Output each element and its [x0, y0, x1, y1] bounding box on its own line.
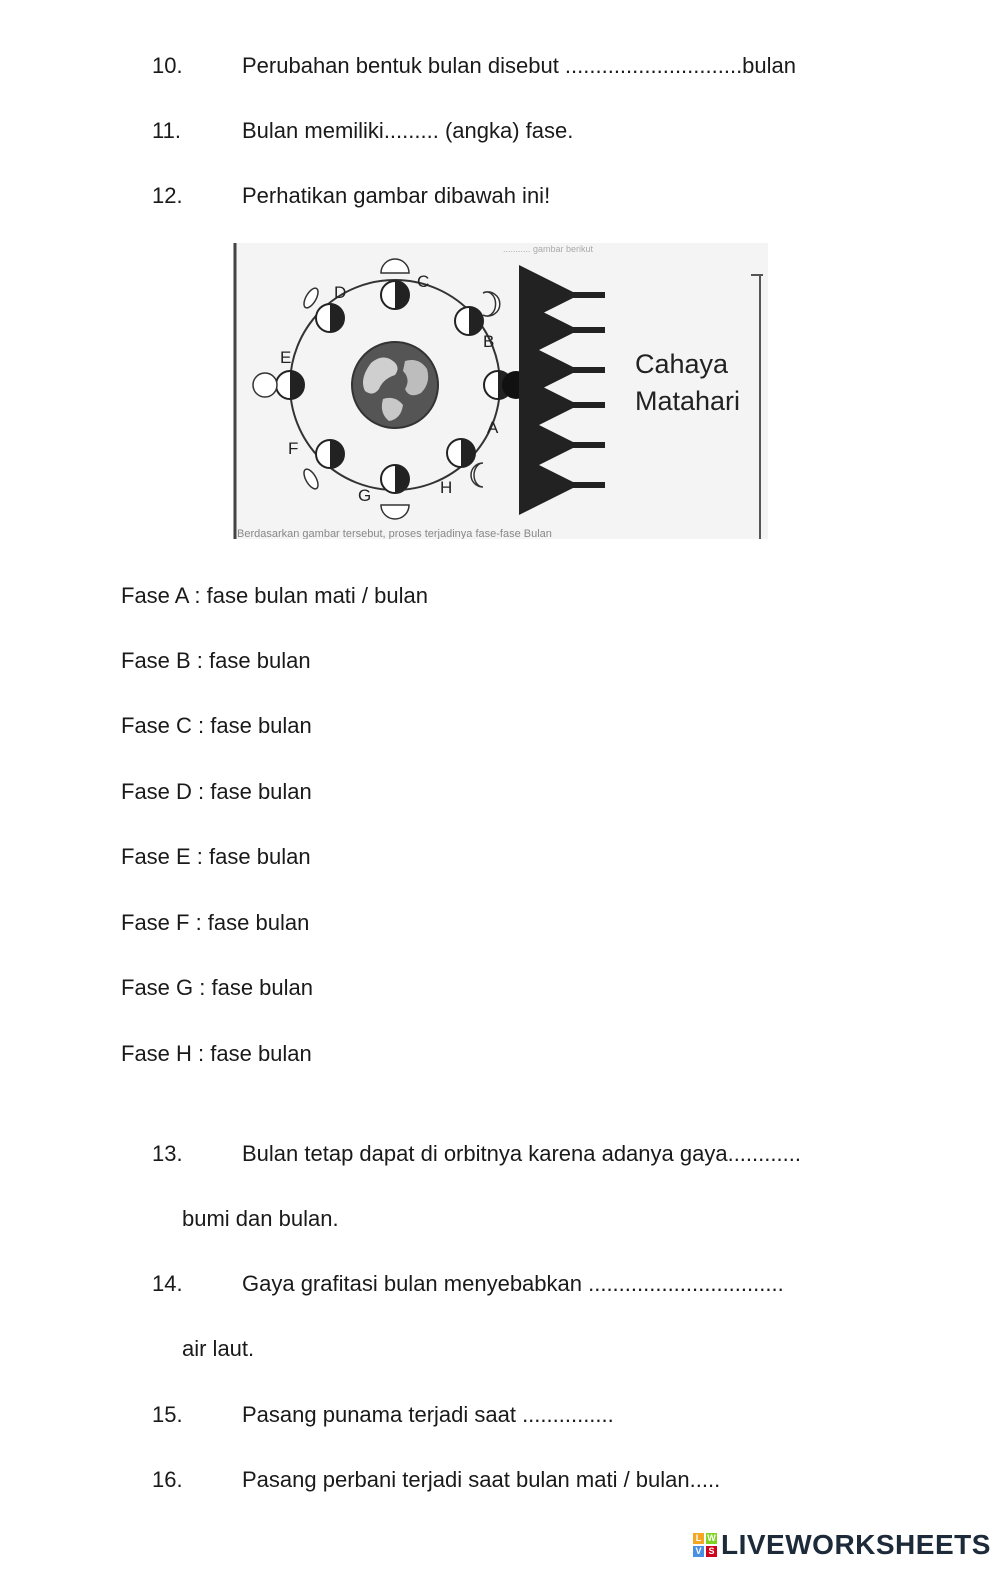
question-text: Perhatikan gambar dibawah ini!: [242, 183, 551, 208]
new-moon-icon: [502, 371, 530, 399]
question-number: 13.: [152, 1141, 183, 1166]
phase-line-b: Fase B : fase bulan: [121, 648, 311, 673]
sunlight-label-line1: Cahaya: [635, 349, 729, 379]
phase-label-a: A: [487, 418, 499, 437]
logo-icon: L W V S: [693, 1533, 717, 1557]
earth-icon: [352, 342, 438, 428]
question-text: Perubahan bentuk bulan disebut .............................bulan: [242, 53, 797, 78]
liveworksheets-logo[interactable]: [693, 1528, 991, 1562]
question-number: 10.: [152, 53, 183, 78]
phase-line-f: Fase F : fase bulan: [121, 910, 310, 935]
question-number: 12.: [152, 183, 183, 208]
question-text: Pasang punama terjadi saat ...............: [242, 1402, 614, 1427]
orbit-moon-d: [316, 304, 344, 332]
question-text: Pasang perbani terjadi saat bulan mati / bulan.....: [242, 1467, 721, 1492]
full-moon-icon-e: [253, 373, 277, 397]
question-14-continuation: air laut.: [182, 1336, 255, 1361]
question-number: 16.: [152, 1467, 183, 1492]
question-text: Bulan tetap dapat di orbitnya karena adanya gaya............: [242, 1141, 801, 1166]
moon-phase-diagram: [233, 243, 768, 539]
sunlight-label-line2: Matahari: [635, 386, 741, 416]
phase-label-c: C: [417, 272, 430, 291]
question-number: 11.: [152, 118, 181, 143]
orbit-moon-b: [455, 307, 483, 335]
question-text: Gaya grafitasi bulan menyebabkan ................................: [242, 1271, 784, 1296]
phase-label-e: E: [280, 348, 292, 367]
logo-text: LIVEWORKSHEETS: [721, 1529, 991, 1560]
orbit-moon-h: [447, 439, 475, 467]
phase-line-d: Fase D : fase bulan: [121, 779, 312, 804]
orbit-moon-g: [381, 465, 409, 493]
phase-line-a: Fase A : fase bulan mati / bulan: [121, 583, 428, 608]
phase-label-b: B: [483, 332, 495, 351]
question-number: 14.: [152, 1271, 183, 1296]
phase-label-f: F: [288, 439, 299, 458]
diagram-header-text: ........... gambar berikut: [503, 244, 594, 254]
phase-line-c: Fase C : fase bulan: [121, 713, 312, 738]
question-13-continuation: bumi dan bulan.: [182, 1206, 339, 1231]
orbit-moon-f: [316, 440, 344, 468]
phase-label-g: G: [358, 486, 372, 505]
orbit-moon-c: [381, 281, 409, 309]
phase-line-g: Fase G : fase bulan: [121, 975, 313, 1000]
question-number: 15.: [152, 1402, 183, 1427]
orbit-moon-e: [276, 371, 304, 399]
phase-label-d: D: [334, 283, 347, 302]
diagram-footer-text: Berdasarkan gambar tersebut, proses terjadinya fase-fase Bulan: [237, 528, 552, 539]
phase-label-h: H: [440, 478, 453, 497]
phase-line-h: Fase H : fase bulan: [121, 1041, 312, 1066]
question-text: Bulan memiliki......... (angka) fase.: [242, 118, 574, 143]
phase-line-e: Fase E : fase bulan: [121, 844, 311, 869]
